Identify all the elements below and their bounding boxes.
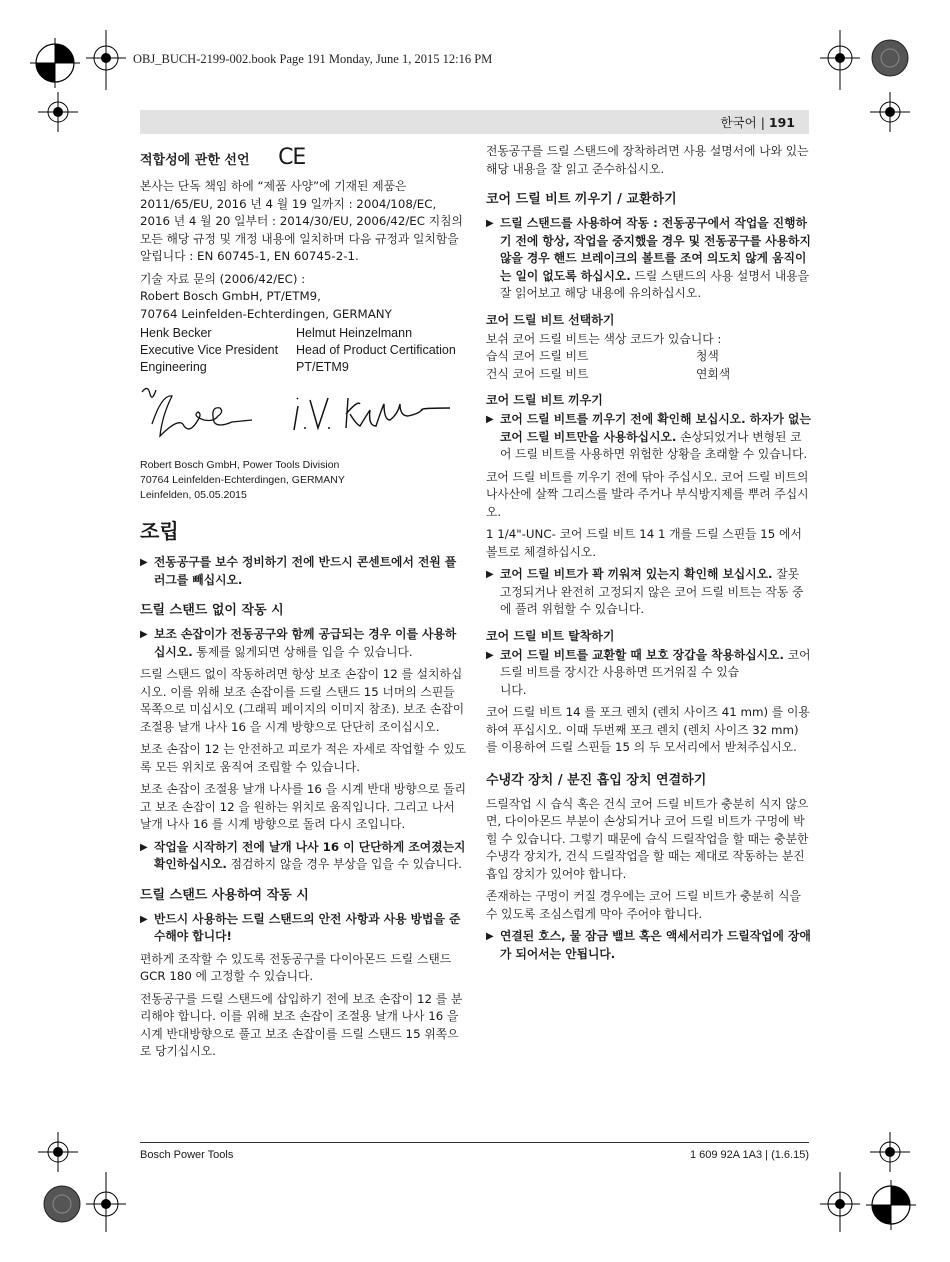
registration-mark-top-center-right [820,30,860,90]
bit-select-intro: 보쉬 코어 드릴 비트는 색상 코드가 있습니다 : [486,331,722,346]
paragraph-move-handle: 보조 손잡이 조절용 날개 나사를 16 을 시계 반대 방향으로 돌리고 보조 손잡이 12 을 원하는 위치로 움직입니다. 그리고 나서 날개 나사 16 를 시계 방향으로 돌려 다시 조입니다. [140,782,467,831]
registration-mark-top-center-left [86,30,126,90]
bullet-aux-handle: ▶ 보조 손잡이가 전동공구와 함께 공급되는 경우 이를 사용하십시오. 통제를 잃게되면 상해를 입을 수 있습니다. [140,626,466,661]
company-block [140,458,466,503]
assembly-heading: 조립 [140,519,179,543]
paragraph-handle-position: 보조 손잡이 12 는 안전하고 피로가 적은 자세로 작업할 수 있도록 모든 위치로 움직여 조립할 수 있습니다. [140,742,467,774]
registration-mark-bottom-center-right [820,1172,860,1232]
registration-mark-bottom-right-mid [870,1132,910,1172]
registration-mark-top-right [868,36,912,80]
page-header-bar [140,110,809,134]
bit-insert-heading: 코어 드릴 비트 끼우기 [486,393,603,407]
bullet-hand-brake: ▶ 드릴 스탠드를 사용하여 작동 : 전동공구에서 작업을 진행하기 전에 항상, 작업을 중지했을 경우 및 전동공구를 사용하지 않을 경우 핸드 브레이크의 볼트를 조여 의도치 않게 움직이는 일이 없도록 하십시오. 드릴 스탠드의 사용 설명서 내용을 잘 읽어보고 해당 내용에 유의하십시오. [486,215,812,303]
conformity-heading [140,145,466,170]
bullet-arrow-icon: ▶ [140,841,148,853]
registration-mark-mid-left [38,92,78,132]
conformity-title: 적합성에 관한 선언 [140,153,250,168]
bullet-bit-tight: ▶ 코어 드릴 비트가 꽉 끼워져 있는지 확인해 보십시오. 잘못 고정되거나 완전히 고정되지 않은 코어 드릴 비트는 작동 중에 풀려 위험할 수 있습니다. [486,566,812,619]
ce-mark: CE [278,145,306,170]
signatory-1-dept: Engineering [140,360,207,374]
bullet-arrow-icon: ▶ [140,629,148,640]
bullet-stand-safety: ▶ 반드시 사용하는 드릴 스탠드의 안전 사항과 사용 방법을 준수해야 합니다! [140,911,466,946]
conformity-text: 본사는 단독 책임 하에 “제품 사양”에 기재된 제품은 2011/65/EU, 2016 년 4 월 19 일까지 : 2004/108/EC, 2016 년 4 월 20 일부터 : 2014/30/EU, 2006/42/EC 지침의 모든 해당 규정 및 개정 내용에 일치하며 다음 규정과 일치함을 알립니다 : EN 60745-1, EN 60745-2-1. [140,179,463,263]
bullet-check-screw: ▶ 작업을 시작하기 전에 날개 나사 16 이 단단하게 조여졌는지 확인하십시오. 점검하지 않을 경우 부상을 입을 수 있습니다. [140,839,466,874]
registration-mark-bottom-right [866,1180,916,1230]
bullet-gloves: ▶ 코어 드릴 비트를 교환할 때 보호 장갑을 착용하십시오. 코어 드릴 비트를 장시간 사용하면 뜨거워질 수 있습 니다. [486,647,812,700]
signatory-2-name: Helmut Heinzelmann [296,326,413,340]
bullet-arrow-icon: ▶ [140,557,148,568]
paragraph-wrench: 코어 드릴 비트 14 를 포크 렌치 (렌치 사이즈 41 mm) 를 이용하여 푸십시오. 이때 두번째 포크 렌치 (렌치 사이즈 32 mm) 를 이용하여 드릴 스핀들 15 의 두 모서리에서 받쳐주십시오. [486,705,810,754]
header-separator: | [760,115,765,130]
bit-dry-row: 건식 코어 드릴 비트 연회색 [486,366,731,381]
bit-select-heading: 코어 드릴 비트 선택하기 [486,312,615,327]
bullet-arrow-icon: ▶ [486,931,494,942]
signatures [140,384,466,450]
footer-right: 1 609 92A 1A3 | (1.6.15) [689,1149,809,1161]
footer-left: Bosch Power Tools [140,1149,234,1161]
without-stand-heading: 드릴 스탠드 없이 작동 시 [140,603,284,618]
paragraph-clean-bit: 코어 드릴 비트를 끼우기 전에 닦아 주십시오. 코어 드릴 비트의 나사산에 살짝 그리스를 발라 주거나 부식방지제를 뿌려 주십시오. [486,469,809,519]
registration-mark-bottom-left [40,1182,84,1226]
bit-change-heading: 코어 드릴 비트 끼우기 / 교환하기 [486,192,677,207]
paragraph-stand-manual: 전동공구를 드릴 스탠드에 장착하려면 사용 설명서에 나와 있는 해당 내용을 잘 읽고 준수하십시오. [486,144,809,176]
company-line-1: Robert Bosch GmbH, Power Tools Division [140,459,340,471]
paragraph-hole-enlarge: 존재하는 구멍이 커질 경우에는 코어 드릴 비트가 충분히 식을 수 있도록 조심스럽게 막아 주어야 합니다. [486,889,801,921]
left-column [140,143,466,1066]
paragraph-install-handle: 드릴 스탠드 없이 작동하려면 항상 보조 손잡이 12 를 설치하십시오. 이를 위해 보조 손잡이를 드릴 스탠드 15 너머의 스핀들 목쪽으로 미십시오 (그래픽 페이지의 이미지 참조). 보조 손잡이 조절용 날개 나사 16 을 시계 방향으로 단단히 조이십시오. [140,667,465,734]
tech-file-text: 기술 자료 문의 (2006/42/EC) : [140,271,306,286]
with-stand-heading: 드릴 스탠드 사용하여 작동 시 [140,887,309,903]
signature-image [140,384,450,450]
bullet-check-bit: ▶ 코어 드릴 비트를 끼우기 전에 확인해 보십시오. 하자가 없는 코어 드릴 비트만을 사용하십시오. 손상되었거나 변형된 코어 드릴 비트를 사용하면 위험한 상황을 초래할 수 있습니다. [486,411,812,464]
bullet-unplug: ▶ 전동공구를 보수 정비하기 전에 반드시 콘센트에서 전원 플러그를 빼십시오. [140,554,466,589]
paragraph-cooling: 드릴작업 시 습식 혹은 건식 코어 드릴 비트가 충분히 식지 않으면, 다이아몬드 부분이 손상되거나 코어 드릴 비트가 구멍에 박힐 수 있습니다. 그렇기 때문에 습식 드릴작업을 할 때는 충분한 수냉각 장치가, 건식 드릴작업을 할 때는 제대로 작동하는 분진 흡입 장치가 있어야 합니다. [486,796,809,881]
paragraph-remove-handle: 전동공구를 드릴 스탠드에 삽입하기 전에 보조 손잡이 12 를 분리해야 합니다. 이를 위해 보조 손잡이 조절용 날개 나사 16 을 시계 반대방향으로 풀고 보조 손잡이를 드릴 스탠드 15 위쪽으로 당기십시오. [140,991,463,1058]
address-line-1: Robert Bosch GmbH, PT/ETM9, [140,289,321,303]
registration-mark-top-left [30,38,80,88]
signatory-2-dept: PT/ETM9 [296,360,349,374]
page-header [720,113,795,131]
water-dust-heading: 수냉각 장치 / 분진 흡입 장치 연결하기 [486,772,707,788]
print-slug: OBJ_BUCH-2199-002.book Page 191 Monday, June 1, 2015 12:16 PM [133,52,493,66]
bullet-hoses: ▶ 연결된 호스, 물 잠금 밸브 혹은 액세서리가 드릴작업에 장애가 되어서는 안됩니다. [486,928,812,963]
signatories [140,325,466,376]
bullet-arrow-icon: ▶ [140,913,148,925]
bit-wet-row: 습식 코어 드릴 비트 청색 [486,349,719,363]
address-line-2: 70764 Leinfelden-Echterdingen, GERMANY [140,306,392,321]
registration-mark-bottom-left-mid [38,1132,78,1172]
header-language: 한국어 [720,115,757,130]
company-line-2: 70764 Leinfelden-Echterdingen, GERMANY [140,474,345,486]
signatory-1-title: Executive Vice President [140,343,279,357]
registration-mark-mid-right [870,92,910,132]
bullet-arrow-icon: ▶ [486,569,494,580]
bullet-arrow-icon: ▶ [486,414,494,425]
bullet-arrow-icon: ▶ [486,218,494,229]
footer-rule [140,1142,809,1143]
right-column [486,143,812,968]
signatory-1-name: Henk Becker [140,326,212,340]
paragraph-stand-mount: 편하게 조작할 수 있도록 전동공구를 다이아몬드 드릴 스탠드 GCR 180 에 고정할 수 있습니다. [140,951,452,983]
bit-remove-heading: 코어 드릴 비트 탈착하기 [486,628,615,643]
page-number: 191 [768,115,795,130]
bullet-arrow-icon: ▶ [486,649,494,661]
signatory-2-title: Head of Product Certification [296,343,456,357]
paragraph-screw-bit: 1 1/4"-UNC- 코어 드릴 비트 14 1 개를 드릴 스핀들 15 에서 볼트로 체결하십시오. [486,527,802,559]
registration-mark-bottom-center-left [86,1172,126,1232]
company-line-3: Leinfelden, 05.05.2015 [140,489,247,501]
